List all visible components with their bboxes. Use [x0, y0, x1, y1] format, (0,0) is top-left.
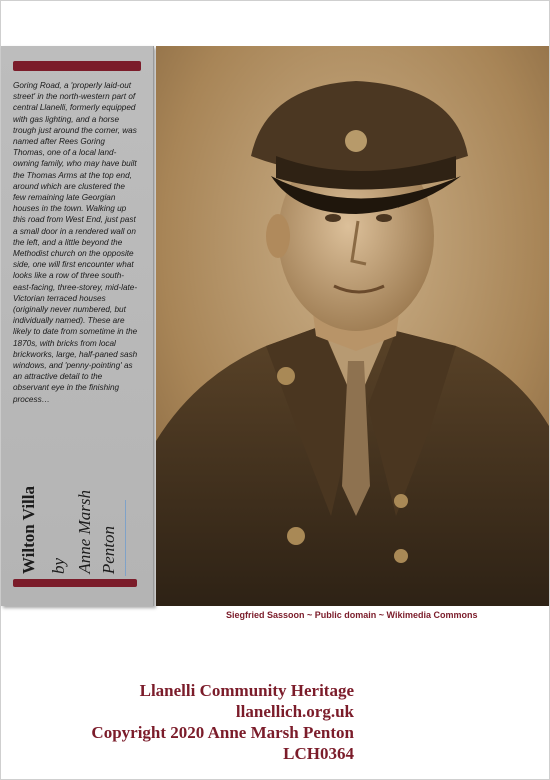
copyright-text: Copyright 2020 Anne Marsh Penton: [91, 723, 354, 742]
article-title: Wilton Villa: [19, 485, 38, 574]
side-panel: [1, 46, 154, 606]
reference-code: LCH0364: [283, 744, 354, 763]
photo-caption: Siegfried Sassoon ~ Public domain ~ Wikimedia Commons: [226, 610, 478, 620]
divider-line: [125, 500, 126, 576]
footer-credits: [91, 680, 354, 764]
org-name: Llanelli Community Heritage: [139, 681, 354, 700]
panel-bar-top: [13, 61, 141, 71]
author-name-line1: Anne Marsh: [75, 490, 94, 574]
author-name-line2: Penton: [99, 525, 118, 574]
title-block: [19, 456, 129, 574]
portrait-photo: [156, 46, 549, 606]
portrait-illustration: [156, 46, 549, 606]
intro-text: Goring Road, a 'properly laid-out street' in the north-western part of central Llanelli, formerly equipped with gas lighting, and a horse trough just around the corner, was named after Rees Goring Thomas, one of a local land-owning family, who may have built the Thomas Arms at the top end, around which are clustered the few remaining late Georgian houses in the town. Walking up this road from West End, just past a small door in a rendered wall on the left, and a little beyond the Methodist church on the opposite side, one will first encounter what looks like a row of three south-east-facing, three-storey, mid-late-Victorian terraced houses (originally never numbered, but individually named). These are likely to date from sometime in the 1870s, with bricks from local brickworks, large, half-paned sash windows, and 'penny-pointing' as an attractive detail to the observant eye in the finishing process…: [13, 81, 138, 404]
panel-bar-bottom: [13, 579, 137, 587]
byline-by: by: [49, 557, 68, 574]
website-link[interactable]: llanellich.org.uk: [235, 702, 354, 721]
